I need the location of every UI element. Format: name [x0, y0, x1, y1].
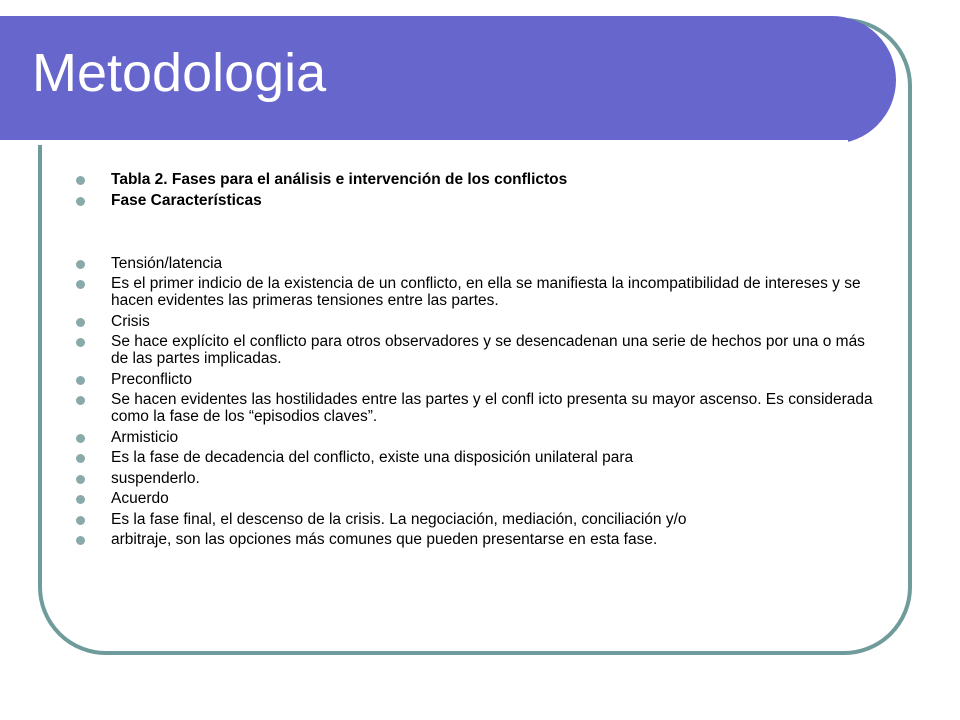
phase-crisis-title: Crisis — [75, 313, 875, 330]
phase-preconflict-title: Preconflicto — [75, 371, 875, 388]
table-header: Fase Características — [75, 192, 875, 209]
phase-armistice-title: Armisticio — [75, 429, 875, 446]
phase-crisis-description: Se hace explícito el conflicto para otros observadores y se desencadenan una serie de hechos por una o más de las partes implicadas. — [75, 333, 875, 367]
phase-preconflict-description: Se hacen evidentes las hostilidades entre las partes y el confl icto presenta su mayor ascenso. Es considerada como la fase de los “episodios claves”. — [75, 391, 875, 425]
phase-tension-title: Tensión/latencia — [75, 255, 875, 272]
title-underline — [0, 140, 848, 145]
table-caption: Tabla 2. Fases para el análisis e intervención de los conflictos — [75, 171, 875, 188]
bullet-list — [75, 171, 875, 552]
phase-armistice-description: Es la fase de decadencia del conflicto, existe una disposición unilateral para — [75, 449, 875, 466]
phase-agreement-description: Es la fase final, el descenso de la crisis. La negociación, mediación, conciliación y/o — [75, 511, 875, 528]
slide-title: Metodologia — [32, 43, 327, 103]
phase-agreement-title: Acuerdo — [75, 490, 875, 507]
phase-tension-description: Es el primer indicio de la existencia de un conflicto, en ella se manifiesta la incompatibilidad de intereses y se hacen evidentes las primeras tensiones entre las partes. — [75, 275, 875, 309]
phase-agreement-description-cont: arbitraje, son las opciones más comunes que pueden presentarse en esta fase. — [75, 531, 875, 548]
phase-armistice-description-cont: suspenderlo. — [75, 470, 875, 487]
